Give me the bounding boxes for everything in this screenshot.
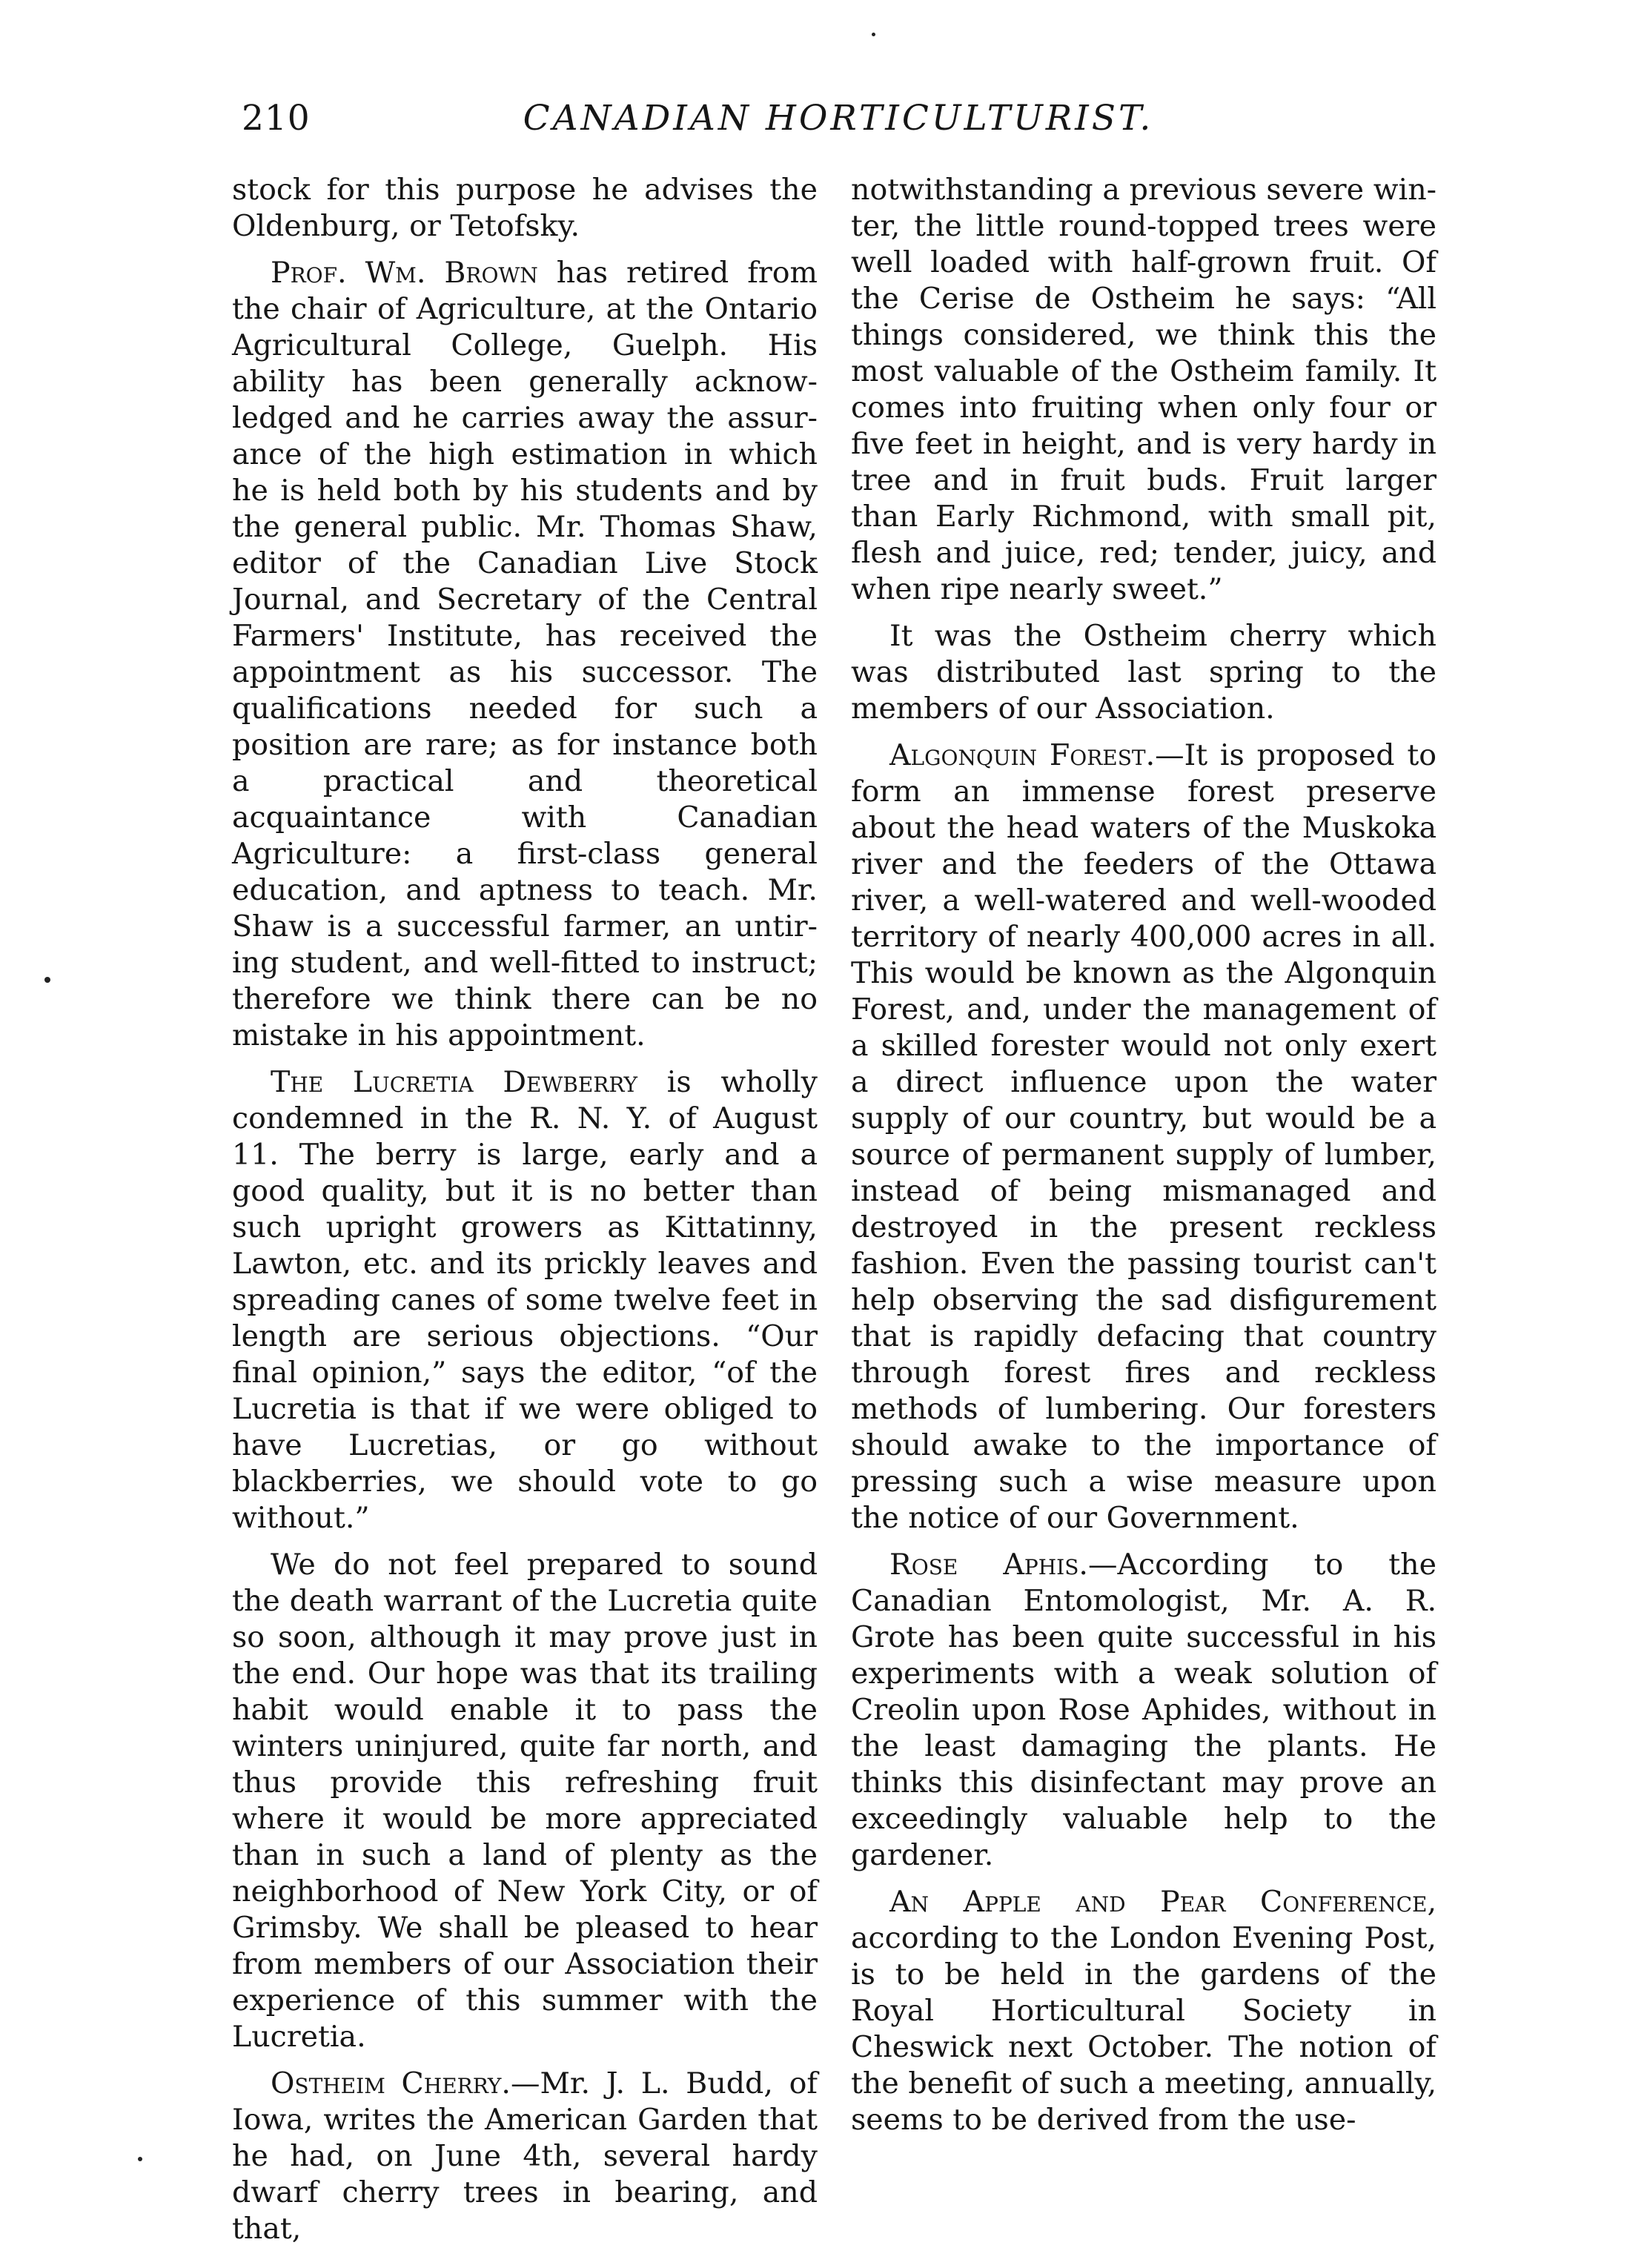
ink-speck <box>44 977 50 983</box>
paragraph-text: stock for this purpose he advises the Oldenburg, or Tetofsky. <box>232 173 818 243</box>
paragraph-text: notwithstanding a previous severe winter, the little round-topped trees were well loaded with half-grown fruit. Of the Cerise de Ostheim he says: “All things considered, we think this the most valuable of the Ostheim family. It comes into fruiting when only four or five feet in height, and is very hardy in tree and in fruit buds. Fruit larger than Early Richmond, with small pit, flesh and juice, red; tender, juicy, and when ripe nearly sweet.” <box>851 173 1437 606</box>
paragraph-text: according to the London Evening Post, is to be held in the gardens of the Royal Horticultural Society in Cheswick next October. The notion of the benefit of such a meeting, annually, seems to be derived from the use- <box>851 1921 1437 2137</box>
paragraph-text: has retired from the chair of Agriculture, at the Ontario Agricultural College, Guelph. His ability has been generally acknowledged and he carries away the assurance of the high estimation in which he is held both by his students and by the general public. Mr. Thomas Shaw, editor of the Canadian Live Stock Journal, and Secretary of the Central Farmers' Institute, has received the appointment as his successor. The qualifications needed for such a position are rare; as for instance both a practical and theoretical acquaintance with Canadian Agriculture: a first-class general education, and aptness to teach. Mr. Shaw is a successful farmer, an untiring student, and well-fitted to instruct; therefore we think there can be no mistake in his appointment. <box>232 256 818 1052</box>
running-title: CANADIAN HORTICULTURIST. <box>523 98 1154 139</box>
paragraph-prof-brown <box>232 255 818 1054</box>
paragraph-text: It was the Ostheim cherry which was distributed last spring to the members of our Association. <box>851 619 1437 726</box>
paragraph-lead: Ostheim Cherry. <box>271 2066 511 2100</box>
paragraph-ostheim-continuation <box>851 172 1437 608</box>
paragraph-lead: The Lucretia Dewberry <box>271 1065 638 1099</box>
paragraph-apple-pear-conference <box>851 1884 1437 2138</box>
paragraph-ostheim-distributed <box>851 618 1437 727</box>
paragraph-ostheim-cherry <box>232 2066 818 2247</box>
paragraph-lucretia-dewberry <box>232 1064 818 1536</box>
paragraph-lead: An Apple and Pear Conference, <box>889 1885 1437 1919</box>
paragraph-stock-continuation <box>232 172 818 245</box>
page-number: 210 <box>242 98 311 139</box>
paragraph-text: —It is proposed to form an immense forest preserve about the head waters of the Muskoka river and the feeders of the Ottawa river, a well-watered and well-wooded territory of nearly 400,000 acres in all. This would be known as the Algonquin Forest, and, under the management of a skilled forester would not only exert a direct influence upon the water supply of our country, but would be a source of permanent supply of lumber, instead of being mismanaged and destroyed in the present reckless fashion. Even the passing tourist can't help observing the sad disfigurement that is rapidly defacing that country through forest fires and reckless methods of lumbering. Our foresters should awake to the importance of pressing such a wise measure upon the notice of our Government. <box>851 738 1437 1535</box>
paragraph-text: We do not feel prepared to sound the death warrant of the Lucretia quite so soon, although it may prove just in the end. Our hope was that its trailing habit would enable it to pass the winters uninjured, quite far north, and thus provide this refreshing fruit where it would be more appreciated than in such a land of plenty as the neighborhood of New York City, or of Grimsby. We shall be pleased to hear from members of our Association their experience of this summer with the Lucretia. <box>232 1548 818 2054</box>
page-header <box>242 98 1435 157</box>
paragraph-rose-aphis <box>851 1547 1437 1874</box>
paragraph-text: —According to the Canadian Entomologist, Mr. A. R. Grote has been quite successful in his experiments with a weak solution of Creolin upon Rose Aphides, without in the least damaging the plants. He thinks this disinfectant may prove an exceedingly valuable help to the gardener. <box>851 1548 1437 1872</box>
paragraph-text: —Mr. J. L. Budd, of Iowa, writes the American Garden that he had, on June 4th, several hardy dwarf cherry trees in bearing, and that, <box>232 2066 818 2246</box>
paragraph-lead: Rose Aphis. <box>889 1548 1088 1582</box>
paragraph-lead: Algonquin Forest. <box>889 738 1156 772</box>
paragraph-death-warrant <box>232 1547 818 2055</box>
ink-speck <box>138 2157 142 2161</box>
paragraph-text: is wholly condemned in the R. N. Y. of August 11. The berry is large, early and a good quality, but it is no better than such upright growers as Kittatinny, Lawton, etc. and its prickly leaves and spreading canes of some twelve feet in length are serious objections. “Our final opinion,” says the editor, “of the Lucretia is that if we were obliged to have Lucretias, or go without blackberries, we should vote to go without.” <box>232 1065 818 1535</box>
left-column <box>232 172 818 2258</box>
paragraph-lead: Prof. Wm. Brown <box>271 256 538 290</box>
paragraph-algonquin-forest <box>851 737 1437 1536</box>
right-column <box>851 172 1437 2149</box>
ink-speck <box>872 33 875 36</box>
